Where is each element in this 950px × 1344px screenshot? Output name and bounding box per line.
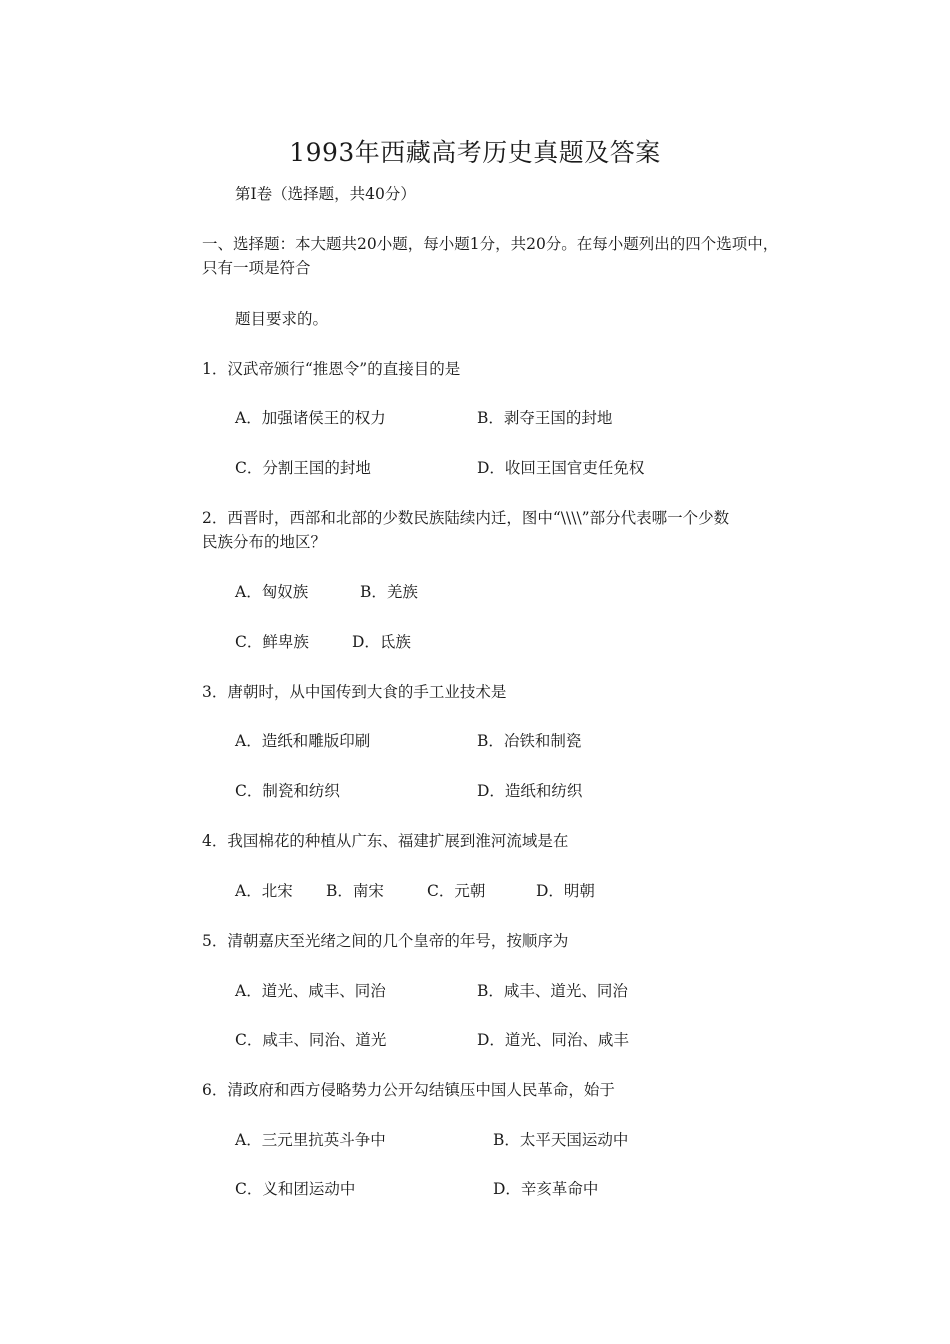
question-2-option-d: D．氐族 <box>352 633 411 651</box>
page-title: 1993年西藏高考历史真题及答案 <box>289 138 661 167</box>
question-2-stem-line-1: 2．西晋时，西部和北部的少数民族陆续内迁，图中“\\\\”部分代表哪一个少数 <box>202 509 730 527</box>
question-5-option-c: C．咸丰、同治、道光 <box>235 1031 387 1049</box>
question-6-stem: 6．清政府和西方侵略势力公开勾结镇压中国人民革命，始于 <box>202 1081 615 1099</box>
question-5-stem: 5．清朝嘉庆至光绪之间的几个皇帝的年号，按顺序为 <box>202 932 569 950</box>
question-3-option-c: C．制瓷和纺织 <box>235 782 340 800</box>
question-2-option-c: C．鲜卑族 <box>235 633 309 651</box>
question-1-option-b: B．剥夺王国的封地 <box>477 409 613 427</box>
question-4-option-b: B．南宋 <box>326 882 384 900</box>
question-5-option-b: B．咸丰、道光、同治 <box>477 982 628 1000</box>
question-1-stem: 1．汉武帝颁行“推恩令”的直接目的是 <box>202 360 461 378</box>
instructions-line-2: 只有一项是符合 <box>202 259 311 277</box>
question-2-option-b: B．羌族 <box>360 583 418 601</box>
question-4-option-d: D．明朝 <box>536 882 595 900</box>
question-4-option-c: C．元朝 <box>427 882 486 900</box>
question-3-option-b: B．冶铁和制瓷 <box>477 732 582 750</box>
question-6-option-c: C．义和团运动中 <box>235 1180 356 1198</box>
question-3-option-a: A．造纸和雕版印刷 <box>235 732 371 750</box>
question-1-option-a: A．加强诸侯王的权力 <box>235 409 386 427</box>
question-5-option-a: A．道光、咸丰、同治 <box>235 982 386 1000</box>
question-2-option-a: A．匈奴族 <box>235 583 309 601</box>
question-1-option-c: C．分割王国的封地 <box>235 459 371 477</box>
question-4-option-a: A．北宋 <box>235 882 293 900</box>
question-6-option-a: A．三元里抗英斗争中 <box>235 1131 386 1149</box>
question-6-option-b: B．太平天国运动中 <box>493 1131 629 1149</box>
instructions-line-3: 题目要求的。 <box>235 310 329 328</box>
question-3-stem: 3．唐朝时，从中国传到大食的手工业技术是 <box>202 683 507 701</box>
question-3-option-d: D．造纸和纺织 <box>477 782 583 800</box>
question-1-option-d: D．收回王国官吏任免权 <box>477 459 645 477</box>
instructions-line-1: 一、选择题：本大题共20小题，每小题1分，共20分。在每小题列出的四个选项中， <box>202 235 779 253</box>
question-2-stem-line-2: 民族分布的地区？ <box>202 533 327 551</box>
part-heading: 第Ⅰ卷（选择题，共40分） <box>235 185 416 203</box>
question-6-option-d: D．辛亥革命中 <box>493 1180 599 1198</box>
question-4-stem: 4．我国棉花的种植从广东、福建扩展到淮河流域是在 <box>202 832 569 850</box>
question-5-option-d: D．道光、同治、咸丰 <box>477 1031 629 1049</box>
